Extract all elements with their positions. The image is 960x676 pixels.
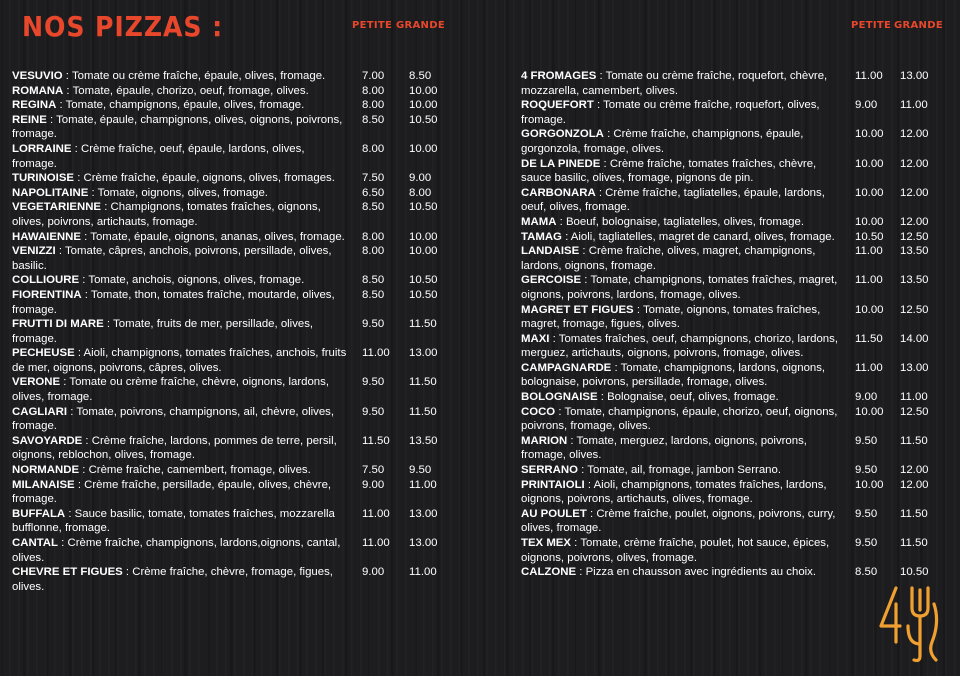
- price-petite: 9.00: [362, 478, 385, 491]
- menu-column-right: [521, 69, 960, 580]
- menu-item-text: NAPOLITAINE : Tomate, oignons, olives, fromage.: [12, 186, 268, 199]
- pizza-name: CARBONARA: [521, 186, 596, 199]
- price-petite: 8.00: [362, 142, 385, 155]
- menu-item-text: SAVOYARDE : Crème fraîche, lardons, pommes de terre, persil, oignons, reblochon, olives, fromage.: [12, 434, 337, 462]
- menu-item-verone: [12, 375, 480, 404]
- pizza-name: FRUTTI DI MARE: [12, 318, 104, 331]
- pizza-ingredients: Tomate, câpres, anchois, poivrons, persillade, olives, basilic.: [12, 245, 332, 272]
- price-grande: 10.50: [900, 566, 929, 579]
- menu-item-text: REGINA : Tomate, champignons, épaule, olives, fromage.: [12, 99, 305, 112]
- price-grande: 12.00: [900, 186, 929, 199]
- price-grande: 13.00: [409, 347, 438, 360]
- menu-item-text: REINE : Tomate, épaule, champignons, olives, oignons, poivrons, fromage.: [12, 113, 343, 141]
- menu-item-text: CALZONE : Pizza en chausson avec ingrédients au choix.: [521, 566, 817, 579]
- pizza-name: 4 FROMAGES: [521, 70, 597, 82]
- price-grande: 8.00: [409, 186, 432, 199]
- pizza-ingredients: Tomate, champignons, épaule, olives, fromage.: [65, 99, 305, 112]
- header-grande-left: GRANDE: [396, 20, 445, 31]
- price-grande: 10.00: [409, 84, 438, 97]
- pizza-name: SERRANO: [521, 464, 578, 477]
- price-petite: 8.00: [362, 99, 385, 112]
- menu-item-turinoise: [12, 171, 480, 186]
- price-petite: 10.00: [855, 405, 884, 418]
- pizza-name: FIORENTINA: [12, 288, 82, 301]
- price-grande: 13.50: [900, 245, 929, 258]
- price-grande: 14.00: [900, 332, 929, 345]
- menu-item-au-poulet: [521, 507, 960, 536]
- price-grande: 10.50: [409, 113, 438, 126]
- price-grande: 11.50: [409, 318, 437, 331]
- price-grande: 11.50: [900, 434, 928, 447]
- menu-item-chevre-et-figues: [12, 565, 480, 594]
- price-grande: 10.50: [409, 274, 438, 287]
- pizza-name: LANDAISE: [521, 245, 580, 258]
- pizza-ingredients: Tomate, thon, tomates fraîche, moutarde, olives, fromage.: [12, 288, 335, 316]
- pizza-ingredients: Tomate, ail, fromage, jambon Serrano.: [587, 464, 781, 477]
- menu-item-text: MAXI : Tomates fraîches, oeuf, champignons, chorizo, lardons, merguez, artichauts, oignons, poivrons, fromage, olives.: [521, 332, 838, 360]
- price-grande: 11.00: [900, 391, 928, 404]
- price-grande: 10.50: [409, 201, 438, 214]
- pizza-name: CALZONE: [521, 566, 577, 579]
- pizza-ingredients: Tomates fraîches, oeuf, champignons, chorizo, lardons, merguez, artichauts, oignons, poivrons, fromage, olives.: [521, 332, 838, 360]
- menu-item-text: SERRANO : Tomate, ail, fromage, jambon Serrano.: [521, 464, 781, 477]
- menu-item-text: PRINTAIOLI : Aioli, champignons, tomates fraîches, lardons, oignons, poivrons, artichauts, olives, fromage.: [521, 478, 827, 506]
- menu-item-text: VERONE : Tomate ou crème fraîche, chèvre, oignons, lardons, olives, fromage.: [12, 376, 329, 404]
- menu-item-mama: [521, 215, 960, 230]
- menu-item-marion: [521, 434, 960, 463]
- pizza-ingredients: Aioli, champignons, tomates fraîches, anchois, fruits de mer, oignons, poivrons, câpres, olives.: [12, 347, 347, 374]
- price-grande: 13.50: [409, 434, 438, 447]
- pizza-ingredients: Crème fraîche, champignons, épaule, gorgonzola, fromage, olives.: [521, 128, 804, 155]
- price-petite: 7.00: [362, 70, 385, 82]
- price-grande: 12.00: [900, 464, 929, 477]
- price-grande: 10.00: [409, 142, 438, 155]
- menu-item-text: VENIZZI : Tomate, câpres, anchois, poivrons, persillade, olives, basilic.: [12, 245, 332, 272]
- menu-item-text: LANDAISE : Crème fraîche, olives, magret, champignons, lardons, oignons, fromage.: [521, 245, 816, 272]
- price-petite: 8.50: [855, 566, 878, 579]
- header-petite-left: PETITE: [352, 20, 393, 31]
- menu-item-text: VEGETARIENNE : Champignons, tomates fraîches, oignons, olives, poivrons, artichauts, fromage.: [12, 201, 321, 228]
- menu-item-vesuvio: [12, 69, 480, 84]
- pizza-name: MILANAISE: [12, 478, 75, 491]
- pizza-ingredients: Tomate, oignons, tomates fraîches, magret, fromage, figues, olives.: [521, 303, 821, 331]
- menu-item-text: FRUTTI DI MARE : Tomate, fruits de mer, persillade, olives, fromage.: [12, 318, 314, 345]
- menu-item-serrano: [521, 463, 960, 478]
- menu-item-landaise: [521, 244, 960, 273]
- pizza-name: ROMANA: [12, 84, 64, 97]
- price-petite: 11.00: [362, 347, 390, 360]
- menu-item-text: VESUVIO : Tomate ou crème fraîche, épaule, olives, fromage.: [12, 70, 326, 82]
- pizza-name: TURINOISE: [12, 172, 75, 185]
- price-grande: 11.50: [900, 537, 928, 549]
- menu-item-buffala: [12, 507, 480, 536]
- menu-item-pecheuse: [12, 346, 480, 375]
- menu-item-text: MAMA : Boeuf, bolognaise, tagliatelles, olives, fromage.: [521, 215, 805, 228]
- pizza-ingredients: Tomate, champignons, lardons, oignons, bolognaise, poivrons, persillade, fromage, olives.: [521, 361, 826, 389]
- price-petite: 9.50: [362, 405, 385, 418]
- price-grande: 12.00: [900, 157, 929, 170]
- price-petite: 8.00: [362, 230, 385, 243]
- pizza-ingredients: Crème fraîche, chèvre, fromage, figues, olives.: [12, 566, 333, 593]
- menu-item-text: PECHEUSE : Aioli, champignons, tomates fraîches, anchois, fruits de mer, oignons, poivrons, câpres, olives.: [12, 347, 347, 374]
- menu-item-calzone: [521, 565, 960, 580]
- price-grande: 11.50: [409, 376, 437, 389]
- price-petite: 10.00: [855, 186, 884, 199]
- price-petite: 11.00: [855, 245, 883, 258]
- menu-item-magret-et-figues: [521, 303, 960, 332]
- pizza-ingredients: Tomate, épaule, oignons, ananas, olives, fromage.: [90, 230, 345, 243]
- price-petite: 8.50: [362, 201, 385, 214]
- menu-item-napolitaine: [12, 186, 480, 201]
- menu-item-fiorentina: [12, 288, 480, 317]
- header-petite-right: PETITE: [851, 20, 892, 31]
- pizza-name: SAVOYARDE: [12, 434, 83, 447]
- pizza-ingredients: Sauce basilic, tomate, tomates fraîches, mozzarella bufflonne, fromage.: [12, 507, 335, 535]
- price-grande: 9.50: [409, 464, 432, 477]
- pizza-name: VENIZZI: [12, 245, 56, 258]
- page-title: NOS PIZZAS :: [22, 10, 224, 43]
- pizza-ingredients: Crème fraîche, champignons, lardons,oignons, cantal, olives.: [12, 537, 341, 564]
- menu-item-frutti-di-mare: [12, 317, 480, 346]
- price-grande: 12.50: [900, 303, 929, 316]
- price-petite: 9.50: [855, 537, 878, 549]
- pizza-name: ROQUEFORT: [521, 99, 594, 112]
- price-petite: 9.00: [362, 566, 385, 579]
- pizza-ingredients: Champignons, tomates fraîches, oignons, olives, poivrons, artichauts, fromage.: [12, 201, 321, 228]
- menu-item-roquefort: [521, 98, 960, 127]
- pizza-name: VERONE: [12, 376, 61, 389]
- pizza-name: CHEVRE ET FIGUES: [12, 566, 123, 579]
- price-petite: 11.50: [362, 434, 390, 447]
- menu-item-gercoise: [521, 273, 960, 302]
- price-petite: 11.00: [855, 274, 883, 287]
- menu-item-text: DE LA PINEDE : Crème fraîche, tomates fraîches, chèvre, sauce basilic, olives, fromage, pignons de pin.: [521, 157, 817, 185]
- pizza-name: TEX MEX: [521, 537, 572, 549]
- pizza-name: REGINA: [12, 99, 57, 112]
- menu-item-romana: [12, 84, 480, 99]
- menu-item-venizzi: [12, 244, 480, 273]
- menu-item-text: BUFFALA : Sauce basilic, tomate, tomates fraîches, mozzarella bufflonne, fromage.: [12, 507, 335, 535]
- menu-item-text: MILANAISE : Crème fraîche, persillade, épaule, olives, chèvre, fromage.: [12, 478, 332, 506]
- pizza-ingredients: Tomate, champignons, tomates fraîches, magret, oignons, poivrons, lardons, fromage, olives.: [521, 274, 838, 301]
- price-petite: 9.50: [855, 464, 878, 477]
- price-grande: 13.00: [409, 537, 438, 549]
- price-petite: 8.50: [362, 288, 385, 301]
- price-grande: 12.00: [900, 215, 929, 228]
- price-grande: 12.50: [900, 230, 929, 243]
- menu-item-hawaienne: [12, 230, 480, 245]
- menu-item-vegetarienne: [12, 200, 480, 229]
- menu-item-regina: [12, 98, 480, 113]
- pizza-name: HAWAIENNE: [12, 230, 81, 243]
- menu-item-printaioli: [521, 478, 960, 507]
- pizza-ingredients: Aioli, tagliatelles, magret de canard, olives, fromage.: [570, 230, 835, 243]
- menu-item-text: FIORENTINA : Tomate, thon, tomates fraîche, moutarde, olives, fromage.: [12, 288, 335, 316]
- pizza-ingredients: Tomate, anchois, oignons, olives, fromage.: [88, 274, 305, 287]
- price-petite: 9.50: [362, 376, 385, 389]
- menu-item-text: TURINOISE : Crème fraîche, épaule, oignons, olives, fromages.: [12, 172, 335, 185]
- price-grande: 9.00: [409, 172, 432, 185]
- price-petite: 10.00: [855, 478, 884, 491]
- price-grande: 11.50: [900, 507, 928, 520]
- pizza-name: NAPOLITAINE: [12, 186, 89, 199]
- pizza-name: CAGLIARI: [12, 405, 68, 418]
- menu-item-normande: [12, 463, 480, 478]
- menu-item-text: TAMAG : Aioli, tagliatelles, magret de canard, olives, fromage.: [521, 230, 835, 243]
- menu-column-left: [12, 69, 480, 594]
- menu-item-text: CAGLIARI : Tomate, poivrons, champignons, ail, chèvre, olives, fromage.: [12, 405, 335, 433]
- menu-item-text: ROQUEFORT : Tomate ou crème fraîche, roquefort, olives, fromage.: [521, 99, 820, 126]
- price-petite: 7.50: [362, 464, 385, 477]
- menu-item-text: MARION : Tomate, merguez, lardons, oignons, poivrons, fromage, olives.: [521, 434, 807, 462]
- pizza-name: BOLOGNAISE: [521, 391, 598, 404]
- pizza-name: MARION: [521, 434, 568, 447]
- pizza-name: NORMANDE: [12, 464, 80, 477]
- pizza-ingredients: Tomate ou crème fraîche, roquefort, olives, fromage.: [521, 99, 820, 126]
- menu-item-text: HAWAIENNE : Tomate, épaule, oignons, ananas, olives, fromage.: [12, 230, 345, 243]
- pizza-ingredients: Crème fraîche, camembert, fromage, olives.: [88, 464, 311, 477]
- price-petite: 8.00: [362, 84, 385, 97]
- pizza-name: REINE: [12, 113, 47, 126]
- price-grande: 12.50: [900, 405, 929, 418]
- price-grande: 11.50: [409, 405, 437, 418]
- menu-item-text: ROMANA : Tomate, épaule, chorizo, oeuf, fromage, olives.: [12, 84, 309, 97]
- menu-item-collioure: [12, 273, 480, 288]
- menu-item-text: LORRAINE : Crème fraîche, oeuf, épaule, lardons, olives, fromage.: [12, 142, 305, 170]
- pizza-ingredients: Tomate, poivrons, champignons, ail, chèvre, olives, fromage.: [12, 405, 335, 433]
- pizza-name: BUFFALA: [12, 507, 66, 520]
- menu-item-bolognaise: [521, 390, 960, 405]
- menu-item-cantal: [12, 536, 480, 565]
- pizza-ingredients: Bolognaise, oeuf, olives, fromage.: [607, 391, 779, 404]
- price-grande: 10.00: [409, 99, 438, 112]
- price-grande: 12.00: [900, 128, 929, 141]
- pizza-name: COCO: [521, 405, 556, 418]
- menu-item-lorraine: [12, 142, 480, 171]
- pizza-ingredients: Boeuf, bolognaise, tagliatelles, olives, fromage.: [565, 215, 805, 228]
- pizza-ingredients: Crème fraîche, tagliatelles, épaule, lardons, oeuf, olives, fromage.: [521, 186, 825, 214]
- menu-item-text: MAGRET ET FIGUES : Tomate, oignons, tomates fraîches, magret, fromage, figues, olives.: [521, 303, 821, 331]
- restaurant-logo-icon: [876, 582, 942, 664]
- pizza-ingredients: Crème fraîche, poulet, oignons, poivrons, curry, olives, fromage.: [521, 507, 836, 535]
- price-grande: 10.00: [409, 230, 438, 243]
- pizza-name: TAMAG: [521, 230, 562, 243]
- menu-item-tamag: [521, 230, 960, 245]
- pizza-ingredients: Tomate ou crème fraîche, épaule, olives, fromage.: [71, 70, 326, 82]
- pizza-ingredients: Tomate, champignons, épaule, chorizo, oeuf, oignons, poivrons, fromage, olives.: [521, 405, 838, 433]
- price-petite: 11.50: [855, 332, 883, 345]
- pizza-name: VEGETARIENNE: [12, 201, 102, 214]
- menu-item-text: BOLOGNAISE : Bolognaise, oeuf, olives, fromage.: [521, 391, 779, 404]
- menu-item-text: 4 FROMAGES : Tomate ou crème fraîche, roquefort, chèvre, mozzarella, camembert, olives.: [521, 70, 828, 97]
- pizza-name: MAGRET ET FIGUES: [521, 303, 634, 316]
- price-petite: 11.00: [855, 361, 883, 374]
- menu-item-text: GERCOISE : Tomate, champignons, tomates fraîches, magret, oignons, poivrons, lardons, fromage, olives.: [521, 274, 838, 301]
- pizza-ingredients: Tomate, oignons, olives, fromage.: [97, 186, 268, 199]
- pizza-ingredients: Crème fraîche, oeuf, épaule, lardons, olives, fromage.: [12, 142, 305, 170]
- price-petite: 6.50: [362, 186, 385, 199]
- menu-item-4-fromages: [521, 69, 960, 98]
- pizza-name: GORGONZOLA: [521, 128, 604, 141]
- menu-item-reine: [12, 113, 480, 142]
- pizza-ingredients: Tomate, épaule, champignons, olives, oignons, poivrons, fromage.: [12, 113, 343, 141]
- price-petite: 11.00: [362, 507, 390, 520]
- pizza-ingredients: Crème fraîche, olives, magret, champignons, lardons, oignons, fromage.: [521, 245, 816, 272]
- price-petite: 10.00: [855, 215, 884, 228]
- price-petite: 9.50: [855, 507, 878, 520]
- pizza-ingredients: Tomate, merguez, lardons, oignons, poivrons, fromage, olives.: [521, 434, 807, 462]
- menu-item-text: COLLIOURE : Tomate, anchois, oignons, olives, fromage.: [12, 274, 305, 287]
- menu-item-savoyarde: [12, 434, 480, 463]
- menu-item-text: CHEVRE ET FIGUES : Crème fraîche, chèvre, fromage, figues, olives.: [12, 566, 333, 593]
- price-petite: 9.50: [362, 318, 385, 331]
- price-grande: 10.00: [409, 245, 438, 258]
- pizza-name: CANTAL: [12, 537, 58, 549]
- pizza-ingredients: Crème fraîche, tomates fraîches, chèvre, sauce basilic, olives, fromage, pignons de pin.: [521, 157, 817, 185]
- price-petite: 8.50: [362, 113, 385, 126]
- price-petite: 9.00: [855, 99, 878, 112]
- menu-item-coco: [521, 405, 960, 434]
- price-grande: 11.00: [409, 566, 437, 579]
- price-grande: 8.50: [409, 70, 432, 82]
- price-grande: 12.00: [900, 478, 929, 491]
- menu-item-text: CANTAL : Crème fraîche, champignons, lardons,oignons, cantal, olives.: [12, 537, 341, 564]
- pizza-name: GERCOISE: [521, 274, 582, 287]
- price-grande: 10.50: [409, 288, 438, 301]
- price-grande: 13.00: [900, 361, 929, 374]
- menu-item-campagnarde: [521, 361, 960, 390]
- pizza-ingredients: Crème fraîche, persillade, épaule, olives, chèvre, fromage.: [12, 478, 332, 506]
- menu-item-text: NORMANDE : Crème fraîche, camembert, fromage, olives.: [12, 464, 311, 477]
- menu-item-maxi: [521, 332, 960, 361]
- pizza-name: COLLIOURE: [12, 274, 80, 287]
- menu-item-carbonara: [521, 186, 960, 215]
- menu-item-text: AU POULET : Crème fraîche, poulet, oignons, poivrons, curry, olives, fromage.: [521, 507, 836, 535]
- price-petite: 10.00: [855, 128, 884, 141]
- menu-item-text: TEX MEX : Tomate, crème fraîche, poulet, hot sauce, épices, oignons, poivrons, olives, fromage.: [521, 537, 830, 564]
- pizza-name: VESUVIO: [12, 70, 63, 82]
- menu-item-cagliari: [12, 405, 480, 434]
- pizza-name: MAMA: [521, 215, 557, 228]
- price-petite: 9.00: [855, 391, 878, 404]
- menu-item-text: GORGONZOLA : Crème fraîche, champignons, épaule, gorgonzola, fromage, olives.: [521, 128, 804, 155]
- price-grande: 11.00: [900, 99, 928, 112]
- price-petite: 8.00: [362, 245, 385, 258]
- pizza-ingredients: Pizza en chausson avec ingrédients au choix.: [585, 566, 817, 579]
- pizza-ingredients: Crème fraîche, lardons, pommes de terre, persil, oignons, reblochon, olives, fromage.: [12, 434, 337, 462]
- price-grande: 13.00: [409, 507, 438, 520]
- price-petite: 10.00: [855, 303, 884, 316]
- price-grande: 13.50: [900, 274, 929, 287]
- pizza-ingredients: Tomate ou crème fraîche, roquefort, chèvre, mozzarella, camembert, olives.: [521, 70, 828, 97]
- menu-item-text: CAMPAGNARDE : Tomate, champignons, lardons, oignons, bolognaise, poivrons, persillade, fromage, olives.: [521, 361, 826, 389]
- pizza-name: MAXI: [521, 332, 550, 345]
- pizza-name: LORRAINE: [12, 142, 72, 155]
- pizza-ingredients: Aioli, champignons, tomates fraîches, lardons, oignons, poivrons, artichauts, olives, fromage.: [521, 478, 827, 506]
- menu-item-text: CARBONARA : Crème fraîche, tagliatelles, épaule, lardons, oeuf, olives, fromage.: [521, 186, 825, 214]
- pizza-ingredients: Tomate, fruits de mer, persillade, olives, fromage.: [12, 318, 314, 345]
- price-petite: 7.50: [362, 172, 385, 185]
- pizza-ingredients: Tomate ou crème fraîche, chèvre, oignons, lardons, olives, fromage.: [12, 376, 329, 404]
- price-petite: 11.00: [362, 537, 390, 549]
- pizza-ingredients: Tomate, crème fraîche, poulet, hot sauce, épices, oignons, poivrons, olives, fromage.: [521, 537, 830, 564]
- menu-item-milanaise: [12, 478, 480, 507]
- pizza-ingredients: Tomate, épaule, chorizo, oeuf, fromage, olives.: [72, 84, 309, 97]
- price-grande: 11.00: [409, 478, 437, 491]
- price-petite: 10.00: [855, 157, 884, 170]
- pizza-name: DE LA PINEDE: [521, 157, 601, 170]
- header-grande-right: GRANDE: [894, 20, 943, 31]
- menu-item-de-la-pinede: [521, 157, 960, 186]
- price-petite: 8.50: [362, 274, 385, 287]
- price-petite: 11.00: [855, 70, 883, 82]
- pizza-name: CAMPAGNARDE: [521, 361, 612, 374]
- price-grande: 13.00: [900, 70, 929, 82]
- pizza-name: PECHEUSE: [12, 347, 75, 360]
- menu-item-text: COCO : Tomate, champignons, épaule, chorizo, oeuf, oignons, poivrons, fromage, olives.: [521, 405, 838, 433]
- price-petite: 10.50: [855, 230, 884, 243]
- pizza-name: AU POULET: [521, 507, 587, 520]
- pizza-ingredients: Crème fraîche, épaule, oignons, olives, fromages.: [83, 172, 335, 185]
- pizza-name: PRINTAIOLI: [521, 478, 585, 491]
- menu-item-tex-mex: [521, 536, 960, 565]
- menu-item-gorgonzola: [521, 127, 960, 156]
- price-petite: 9.50: [855, 434, 878, 447]
